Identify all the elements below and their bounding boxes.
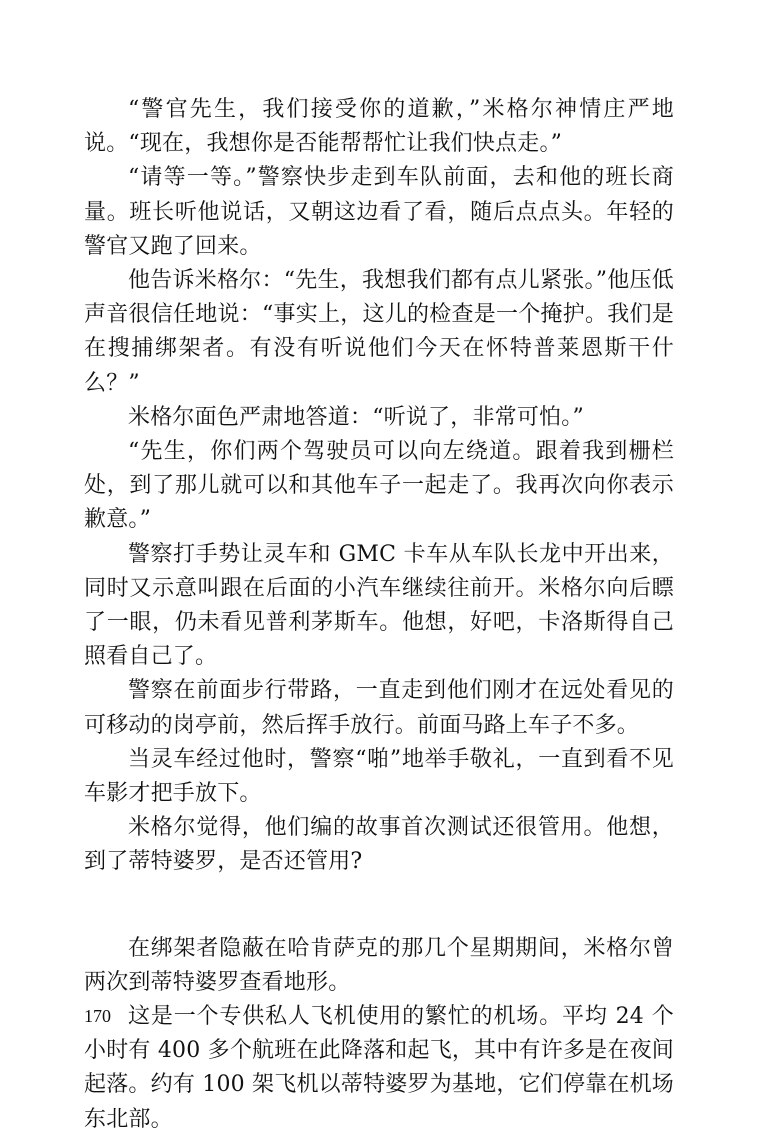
paragraph: 当灵车经过他时，警察“啪”地举手敬礼，一直到看不见车影才把手放下。 (84, 746, 674, 807)
paragraph: 米格尔面色严肃地答道：“听说了，非常可怕。” (128, 404, 584, 430)
paragraph: “警官先生，我们接受你的道歉，”米格尔神情庄严地说。“现在，我想你是否能帮帮忙让我们快点走。” (84, 97, 674, 157)
paragraph: 在绑架者隐蔽在哈肯萨克的那几个星期期间，米格尔曾两次到蒂特婆罗查看地形。 (84, 935, 674, 995)
page-body (84, 93, 674, 1137)
paragraph: “请等一等。”警察快步走到车队前面，去和他的班长商量。班长听他说话，又朝这边看了看，随后点点头。年轻的警官又跑了回来。 (84, 165, 674, 259)
paragraph: 米格尔觉得，他们编的故事首次测试还很管用。他想，到了蒂特婆罗，是否还管用? (84, 815, 674, 875)
page-number: 170 (84, 1006, 111, 1026)
paragraph: 这是一个专供私人飞机使用的繁忙的机场。平均 24 个小时有 400 多个航班在此降落和起飞，其中有许多是在夜间起落。约有 100 架飞机以蒂特婆罗为基地，它们停靠在机场东北部。 (84, 1004, 674, 1132)
paragraph: 警察在前面步行带路，一直走到他们刚才在远处看见的可移动的岗亭前，然后挥手放行。前面马路上车子不多。 (84, 678, 674, 738)
paragraph: 他告诉米格尔：“先生，我想我们都有点儿紧张。”他压低声音很信任地说：“事实上，这儿的检查是一个掩护。我们是在搜捕绑架者。有没有听说他们今天在怀特普莱恩斯干什么？” (84, 268, 674, 396)
paragraph: “先生，你们两个驾驶员可以向左绕道。跟着我到栅栏处，到了那儿就可以和其他车子一起走了。我再次向你表示歉意。” (84, 439, 674, 533)
section-break (84, 880, 674, 932)
paragraph: 警察打手势让灵车和 GMC 卡车从车队长龙中开出来，同时又示意叫跟在后面的小汽车继续往前开。米格尔向后瞟了一眼，仍未看见普利茅斯车。他想，好吧，卡洛斯得自己照看自己了。 (84, 541, 674, 670)
